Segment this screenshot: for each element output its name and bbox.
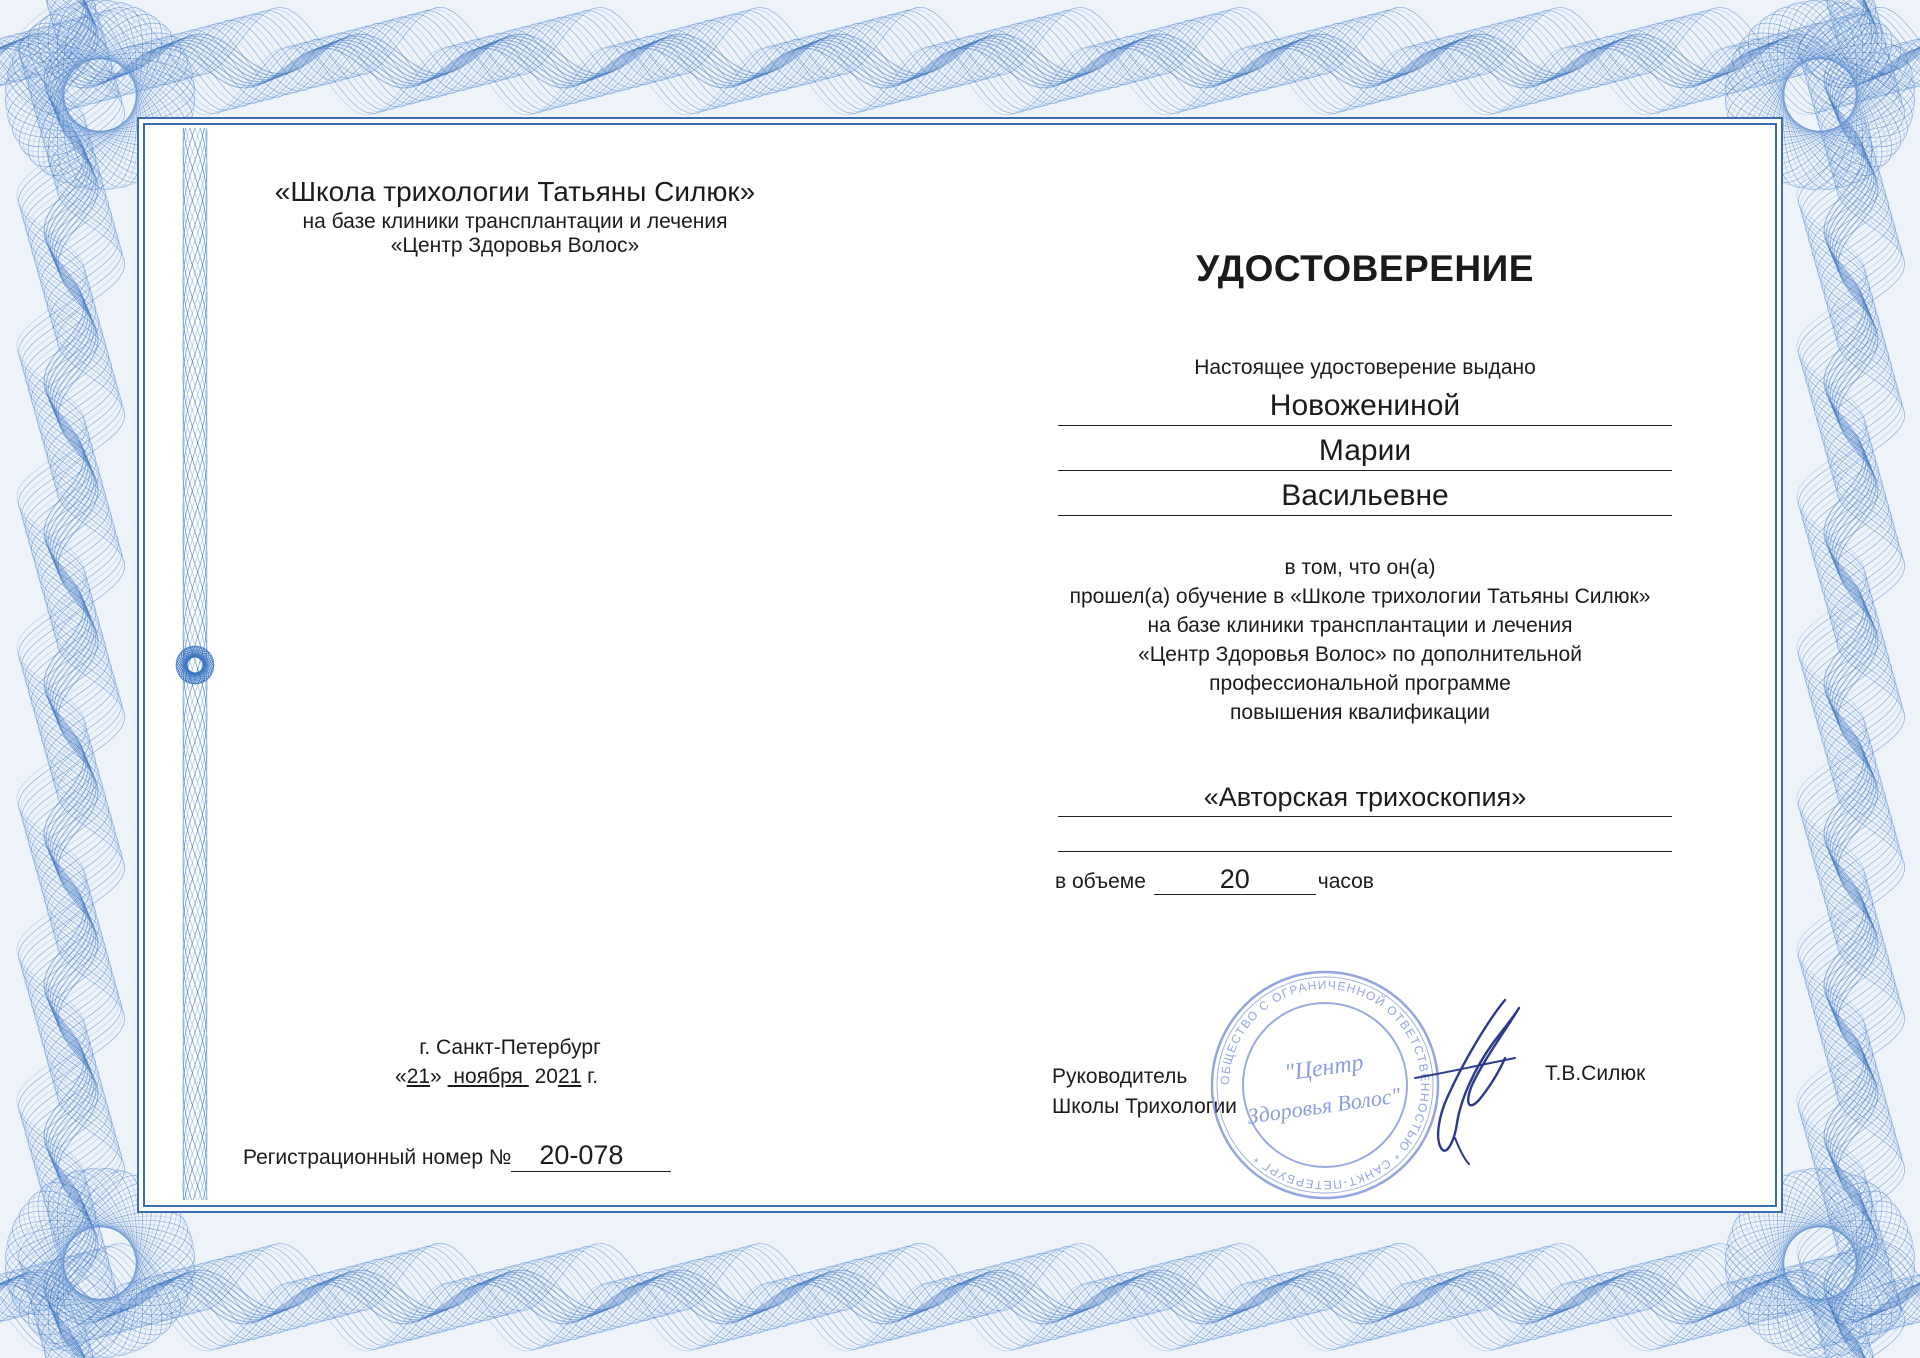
issue-date [395,1065,598,1089]
date-month [448,1065,529,1088]
volume-line [1055,864,1374,895]
volume-label: в объеме [1055,870,1146,893]
registration-label: Регистрационный номер № [243,1146,512,1169]
school-name: «Школа трихологии Татьяны Силюк» [274,176,756,207]
issue-city: г. Санкт-Петербург [419,1036,601,1059]
school-base-line: на базе клиники трансплантации и лечения [302,210,728,233]
body-line: повышения квалификации [1230,701,1490,724]
certificate-body [1040,553,1680,727]
spine-ornament [175,128,215,1202]
registration-line [243,1140,671,1172]
date-year-prefix: 20 [534,1065,558,1088]
date-month-text: ноября [453,1065,523,1088]
handwritten-signature [1395,988,1545,1168]
date-year-unit: г. [587,1065,599,1088]
date-day: 21 [406,1065,431,1088]
stamp-center-line2: Здоровья Волос" [1245,1082,1403,1129]
date-year-suffix: 21 [557,1065,582,1088]
registration-number: 20-078 [511,1140,671,1172]
body-line: «Центр Здоровья Волос» по дополнительной [1138,643,1582,666]
recipient-patronymic: Васильевне [1058,479,1672,516]
head-role-line1: Руководитель [1052,1065,1188,1088]
school-clinic-name: «Центр Здоровья Волос» [390,234,640,257]
body-line: на базе клиники трансплантации и лечения [1147,614,1573,637]
date-close-quote: » [430,1065,442,1088]
body-line: прошел(а) обучение в «Школе трихологии Татьяны Силюк» [1069,585,1651,608]
body-line: профессиональной программе [1209,672,1511,695]
stamp-ring-text: ОБЩЕСТВО С ОГРАНИЧЕННОЙ ОТВЕТСТВЕННОСТЬЮ * САНКТ-ПЕТЕРБУРГ * [1217,977,1433,1193]
head-role-line2: Школы Трихологии [1052,1095,1237,1118]
program-name: «Авторская трихоскопия» [1058,780,1672,817]
volume-unit: часов [1317,870,1374,893]
recipient-first-name: Марии [1058,434,1672,471]
recipient-surname: Новожениной [1058,389,1672,426]
program-name-line2 [1058,815,1672,852]
certificate-title: УДОСТОВЕРЕНИЕ [1196,248,1534,289]
date-open-quote: « [395,1065,407,1088]
stamp-center-line1: "Центр [1282,1049,1366,1087]
body-line: в том, что он(а) [1284,556,1436,579]
head-name: Т.В.Силюк [1545,1062,1646,1085]
school-subtitle [240,210,790,258]
volume-value: 20 [1154,864,1316,895]
issued-to-label: Настоящее удостоверение выдано [1194,356,1536,379]
